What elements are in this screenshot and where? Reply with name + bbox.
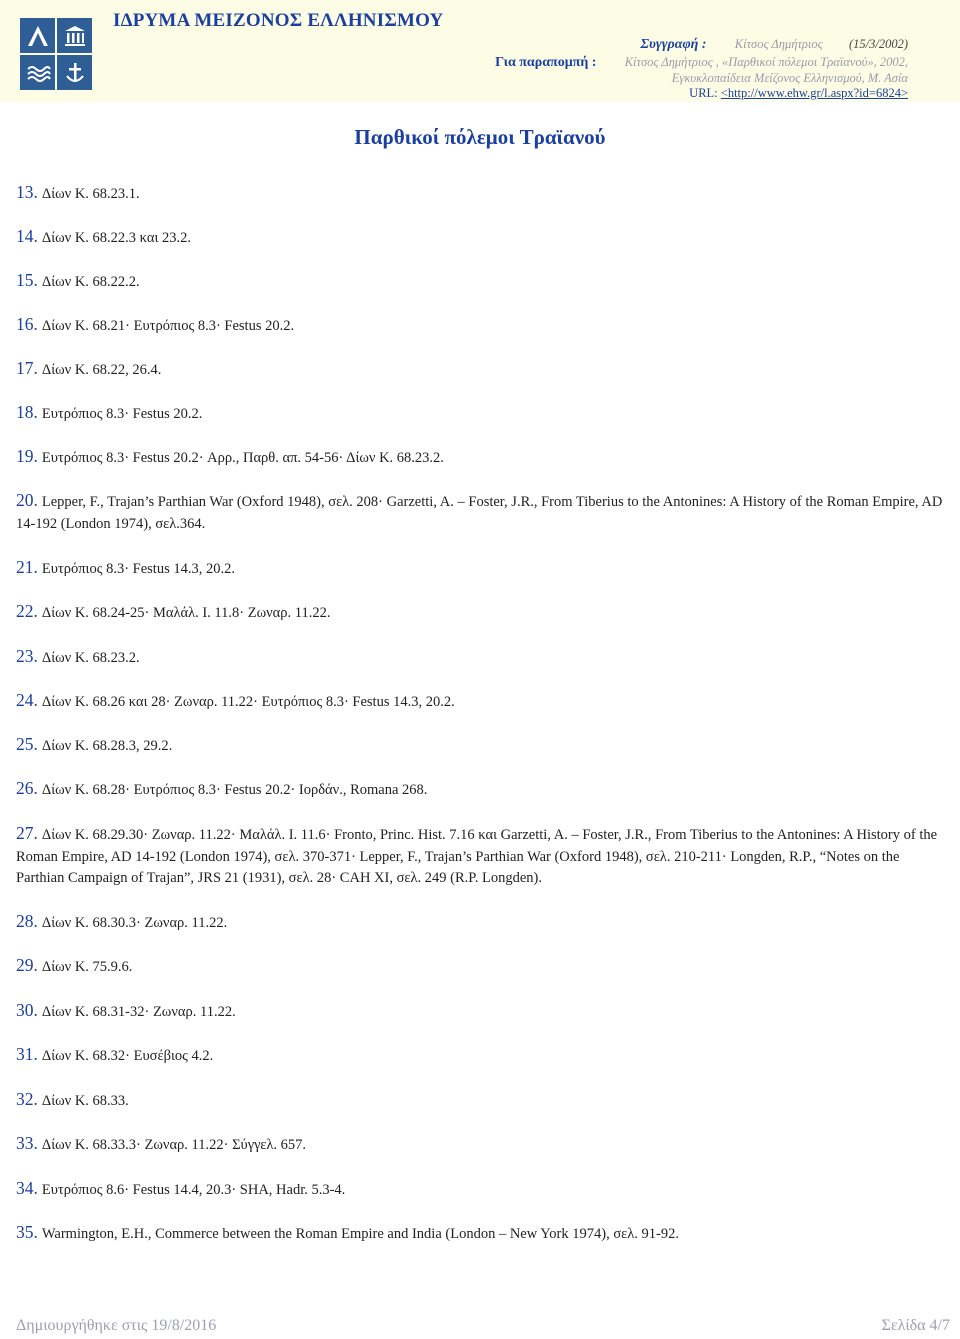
citation-line-1: Κίτσος Δημήτριος , «Παρθικοί πόλεμοι Τραϊανού», 2002, <box>624 55 908 69</box>
list-item <box>16 358 946 382</box>
footnote-number: 13. <box>16 182 38 202</box>
footnote-text: Δίων Κ. 68.32· Ευσέβιος 4.2. <box>41 1048 214 1064</box>
footnote-text: Δίων Κ. 68.28· Ευτρόπιος 8.3· Festus 20.2· Ιορδάν., Romana 268. <box>41 782 428 798</box>
author-date: (15/3/2002) <box>848 37 908 51</box>
list-item <box>16 1178 946 1202</box>
footnote-text: Δίων Κ. 68.22.3 και 23.2. <box>41 230 191 246</box>
list-item <box>16 270 946 294</box>
footnote-text: Ευτρόπιος 8.3· Festus 14.3, 20.2. <box>41 561 235 577</box>
anchor-cross-icon <box>57 55 92 90</box>
list-item <box>16 1089 946 1113</box>
footnote-text: Ευτρόπιος 8.3· Festus 20.2. <box>41 406 203 422</box>
list-item <box>16 778 946 802</box>
footnote-number: 18. <box>16 402 38 422</box>
citation-label: Για παραπομπή : <box>495 55 597 70</box>
footnote-number: 21. <box>16 557 38 577</box>
list-item <box>16 446 946 470</box>
list-item <box>16 823 946 890</box>
list-item <box>16 182 946 206</box>
footnote-number: 14. <box>16 226 38 246</box>
citation-row <box>495 55 908 71</box>
author-row <box>640 37 908 53</box>
footnote-text: Δίων Κ. 68.21· Ευτρόπιος 8.3· Festus 20.2. <box>41 318 295 334</box>
footnote-text: Δίων Κ. 75.9.6. <box>41 959 133 975</box>
url-row <box>689 86 908 101</box>
footnote-text: Δίων Κ. 68.24-25· Μαλάλ. Ι. 11.8· Ζωναρ. 11.22. <box>41 605 331 621</box>
footnote-text: Δίων Κ. 68.30.3· Ζωναρ. 11.22. <box>41 915 228 931</box>
letter-alpha-icon <box>20 18 55 53</box>
footnote-number: 25. <box>16 734 38 754</box>
list-item <box>16 1000 946 1024</box>
list-item <box>16 226 946 250</box>
citation-line-2-row <box>672 71 908 86</box>
footnote-text: Δίων Κ. 68.33. <box>41 1093 129 1109</box>
footnote-text: Δίων Κ. 68.31-32· Ζωναρ. 11.22. <box>41 1004 236 1020</box>
footnote-number: 17. <box>16 358 38 378</box>
footnote-text: Lepper, F., Trajan’s Parthian War (Oxford 1948), σελ. 208· Garzetti, A. – Foster, J.R., From Tiberius to the Antonines: A History of the Roman Empire, AD 14-192 (London 1974), σελ.364. <box>16 494 943 532</box>
list-item <box>16 734 946 758</box>
footnote-number: 24. <box>16 690 38 710</box>
footnote-text: Δίων Κ. 68.22, 26.4. <box>41 362 162 378</box>
footnote-number: 27. <box>16 823 38 843</box>
footnote-number: 29. <box>16 955 38 975</box>
footnote-text: Ευτρόπιος 8.6· Festus 14.4, 20.3· SHA, Hadr. 5.3-4. <box>41 1182 346 1198</box>
waves-icon <box>20 55 55 90</box>
foundation-logo <box>20 18 92 90</box>
author-label: Συγγραφή : <box>640 37 707 52</box>
footnote-text: Δίων Κ. 68.23.1. <box>41 186 140 202</box>
list-item <box>16 402 946 426</box>
list-item <box>16 490 946 535</box>
author-name: Κίτσος Δημήτριος <box>734 37 823 51</box>
footnote-number: 22. <box>16 601 38 621</box>
footer-created-date: Δημιουργήθηκε στις 19/8/2016 <box>16 1317 217 1334</box>
page-header <box>0 0 960 102</box>
footnote-number: 20. <box>16 490 38 510</box>
citation-line-2: Εγκυκλοπαίδεια Μείζονος Ελληνισμού, Μ. Ασία <box>671 71 908 85</box>
footnote-number: 33. <box>16 1133 38 1153</box>
temple-columns-icon <box>57 18 92 53</box>
footnote-text: Warmington, E.H., Commerce between the Roman Empire and India (London – New York 1974), σελ. 91-92. <box>41 1226 679 1242</box>
footnote-text: Δίων Κ. 68.29.30· Ζωναρ. 11.22· Μαλάλ. Ι. 11.6· Fronto, Princ. Hist. 7.16 και Garzetti, A. – Foster, J.R., From Tiberius to the Antonines: A History of the Roman Empire, AD 14-192 (London 1974), σελ. 370-371· Lepper, F., Trajan’s Parthian War (Oxford 1948), σελ. 210-211· Longden, R.P., “Notes on the Parthian Campaign of Trajan”, JRS 21 (1931), σελ. 28· CAH XI, σελ. 249 (R.P. Longden). <box>16 827 938 886</box>
list-item <box>16 955 946 979</box>
footnote-number: 19. <box>16 446 38 466</box>
list-item <box>16 690 946 714</box>
footnote-text: Δίων Κ. 68.33.3· Ζωναρ. 11.22· Σύγγελ. 657. <box>41 1137 307 1153</box>
footnote-number: 30. <box>16 1000 38 1020</box>
site-title: ΙΔΡΥΜΑ ΜΕΙΖΟΝΟΣ ΕΛΛΗΝΙΣΜΟΥ <box>113 10 444 31</box>
footnote-number: 31. <box>16 1044 38 1064</box>
citation-url-link[interactable]: <http://www.ehw.gr/l.aspx?id=6824> <box>720 86 908 100</box>
footnote-number: 26. <box>16 778 38 798</box>
list-item <box>16 1133 946 1157</box>
footnote-number: 28. <box>16 911 38 931</box>
footnote-text: Δίων Κ. 68.26 και 28· Ζωναρ. 11.22· Ευτρόπιος 8.3· Festus 14.3, 20.2. <box>41 694 455 710</box>
footnote-number: 23. <box>16 646 38 666</box>
footnote-text: Δίων Κ. 68.22.2. <box>41 274 140 290</box>
list-item <box>16 1044 946 1068</box>
footnote-number: 35. <box>16 1222 38 1242</box>
list-item <box>16 601 946 625</box>
list-item <box>16 1222 946 1246</box>
footnote-text: Δίων Κ. 68.23.2. <box>41 650 140 666</box>
page-title: Παρθικοί πόλεμοι Τραϊανού <box>354 125 606 149</box>
list-item <box>16 314 946 338</box>
list-item <box>16 557 946 581</box>
footnote-text: Ευτρόπιος 8.3· Festus 20.2· Αρρ., Παρθ. απ. 54-56· Δίων Κ. 68.23.2. <box>41 450 444 466</box>
footnote-number: 15. <box>16 270 38 290</box>
list-item <box>16 911 946 935</box>
list-item <box>16 646 946 670</box>
footnote-number: 16. <box>16 314 38 334</box>
footnote-number: 32. <box>16 1089 38 1109</box>
footer-page-number: Σελίδα 4/7 <box>881 1317 950 1334</box>
footnote-text: Δίων Κ. 68.28.3, 29.2. <box>41 738 173 754</box>
footnote-number: 34. <box>16 1178 38 1198</box>
url-prefix: URL: <box>689 86 721 100</box>
